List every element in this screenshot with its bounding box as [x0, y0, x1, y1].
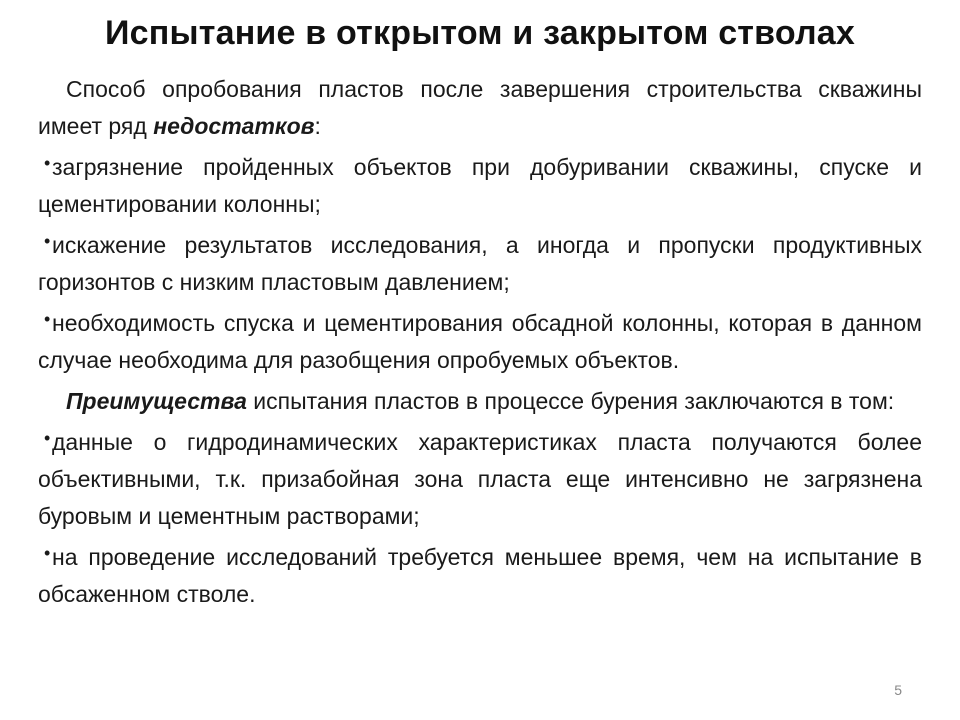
bullet-icon: •: [44, 153, 51, 173]
advantage-item: [38, 539, 922, 613]
slide-title: Испытание в открытом и закрытом стволах: [105, 14, 855, 52]
slide-body: [38, 71, 922, 617]
advantages-intro: [38, 383, 922, 420]
drawback-item: [38, 149, 922, 223]
drawback-item: [38, 305, 922, 379]
bullet-icon: •: [44, 543, 51, 563]
drawback-text: искажение результатов исследования, а иногда и пропуски продуктивных горизонтов с низким пластовым давлением;: [38, 232, 922, 295]
drawbacks-intro-text: Способ опробования пластов после завершения строительства скважины имеет ряд: [38, 76, 922, 139]
bullet-icon: •: [44, 428, 51, 448]
bullet-icon: •: [44, 231, 51, 251]
drawback-text: загрязнение пройденных объектов при добуривании скважины, спуске и цементировании колонны;: [38, 154, 922, 217]
bullet-icon: •: [44, 309, 51, 329]
drawbacks-intro: [38, 71, 922, 145]
advantage-item: [38, 424, 922, 535]
advantages-keyword: Преимущества: [66, 388, 247, 414]
advantage-text: данные о гидродинамических характеристиках пласта получаются более объективными, т.к. призабойная зона пласта еще интенсивно не загрязнена буровым и цементным растворами;: [38, 429, 922, 529]
drawback-item: [38, 227, 922, 301]
advantages-intro-text: испытания пластов в процессе бурения заключаются в том:: [246, 388, 895, 414]
advantage-text: на проведение исследований требуется меньшее время, чем на испытание в обсаженном стволе.: [38, 544, 922, 607]
drawbacks-keyword: недостатков: [153, 113, 315, 139]
page-number: 5: [894, 682, 902, 698]
drawback-text: необходимость спуска и цементирования обсадной колонны, которая в данном случае необходима для разобщения опробуемых объектов.: [38, 310, 922, 373]
drawbacks-intro-colon: :: [314, 113, 321, 139]
